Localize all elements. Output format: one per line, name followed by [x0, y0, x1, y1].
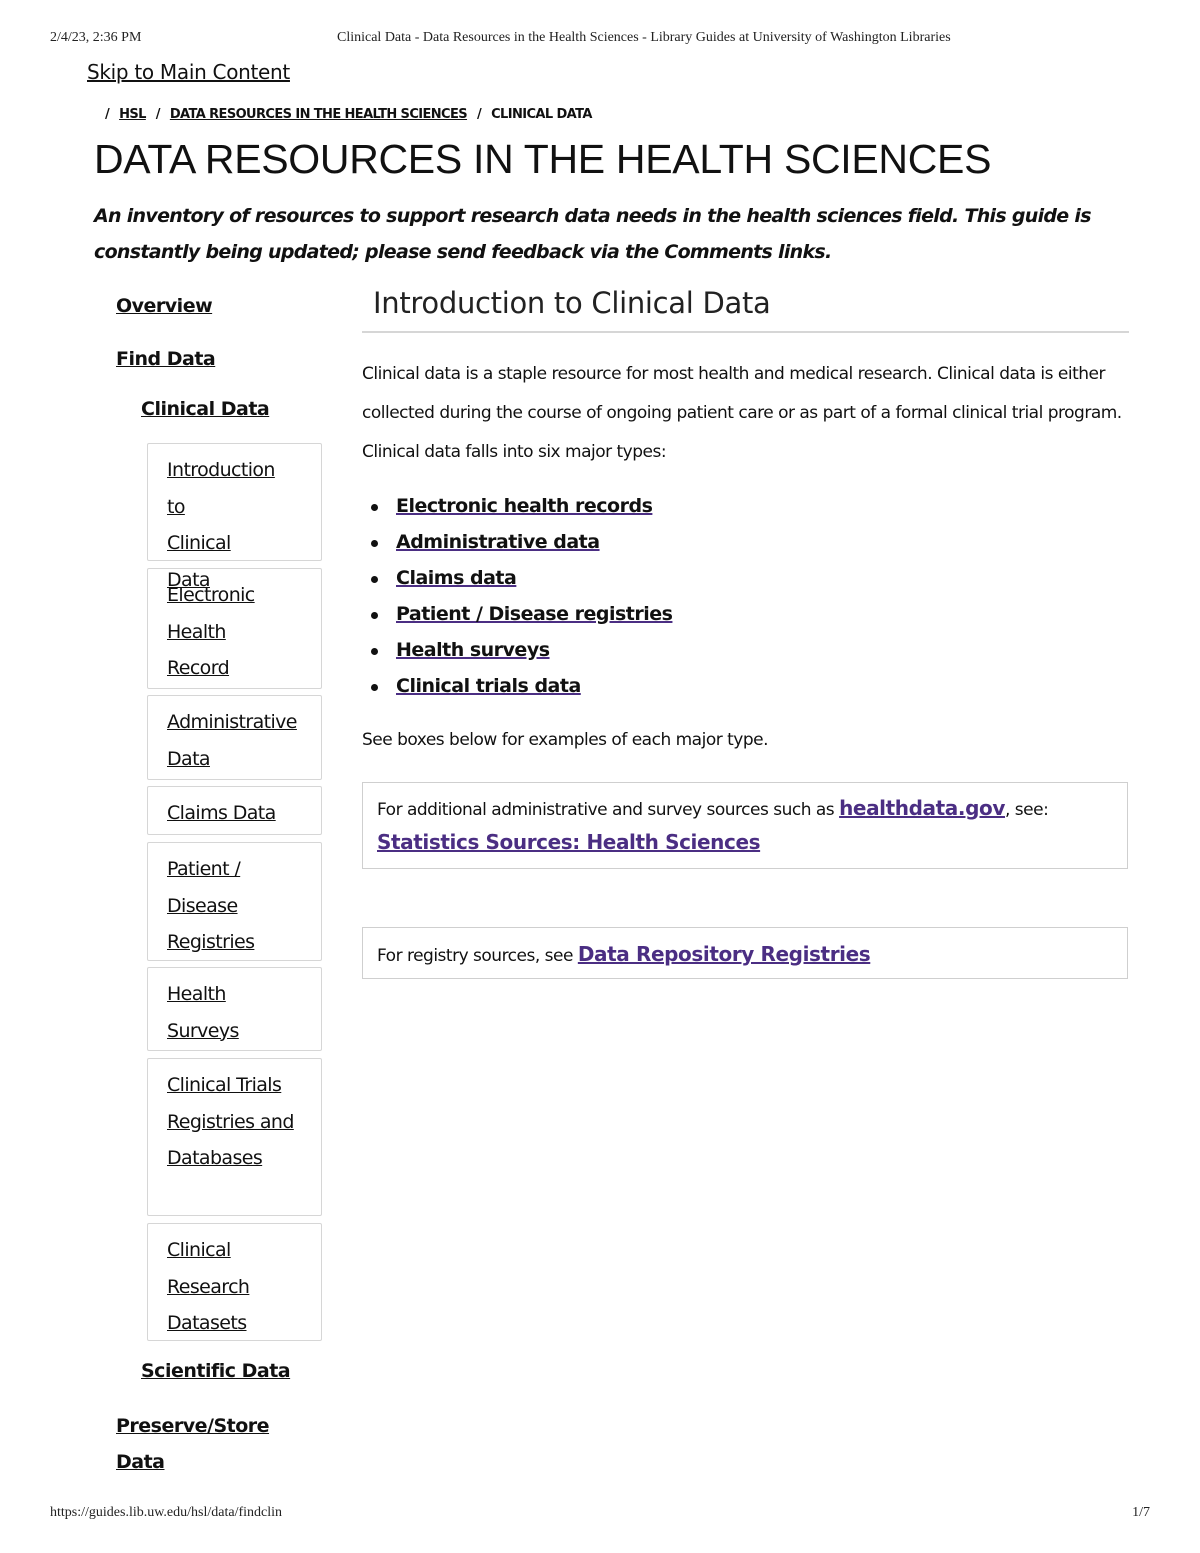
section-heading: Introduction to Clinical Data: [373, 286, 771, 320]
list-item: [362, 488, 672, 524]
list-item: [362, 524, 672, 560]
statistics-sources-link[interactable]: Statistics Sources: Health Sciences: [377, 830, 761, 854]
subnav-item-clinical-research-datasets[interactable]: Clinical Research Datasets: [167, 1239, 250, 1334]
print-page-number: 1/7: [1132, 1505, 1150, 1520]
intro-paragraph: Clinical data is a staple resource for most health and medical research. Clinical data is either collected during the course of ongoing patient care or as part of a formal clinical trial program. Clinical data falls into six major types:: [362, 364, 1122, 462]
subnav-item-electronic-health-record[interactable]: Electronic Health Record: [167, 584, 255, 679]
nav-preserve-store-data[interactable]: Preserve/Store Data: [116, 1415, 270, 1473]
link-electronic-health-records[interactable]: Electronic health records: [396, 495, 653, 517]
nav-find-data[interactable]: Find Data: [116, 348, 216, 370]
guide-title: DATA RESOURCES IN THE HEALTH SCIENCES: [94, 136, 992, 182]
breadcrumb-guide[interactable]: DATA RESOURCES IN THE HEALTH SCIENCES: [169, 107, 468, 122]
box1-suffix: , see:: [1005, 800, 1049, 820]
subnav-box-research-datasets: [147, 1223, 322, 1341]
registry-sources-box: [362, 927, 1128, 979]
subnav-item-patient-disease-registries[interactable]: Patient / Disease Registries: [167, 858, 255, 953]
link-health-surveys[interactable]: Health surveys: [396, 639, 550, 661]
subnav-box-trials: [147, 1058, 322, 1216]
list-item: [362, 668, 672, 704]
subnav-item-clinical-trials-registries[interactable]: Clinical Trials Registries and Databases: [167, 1074, 294, 1169]
nav-scientific-data[interactable]: Scientific Data: [141, 1360, 291, 1382]
print-footer: [50, 1505, 1150, 1525]
data-repository-registries-link[interactable]: Data Repository Registries: [577, 942, 871, 966]
print-doc-title: Clinical Data - Data Resources in the Health Sciences - Library Guides at University of Washington Libraries: [337, 30, 951, 45]
print-header: [50, 30, 1150, 50]
list-item: [362, 596, 672, 632]
registry-sources-text: [377, 941, 1127, 969]
subnav-box-registries: [147, 842, 322, 961]
subnav-item-health-surveys[interactable]: Health Surveys: [167, 983, 239, 1042]
print-date: 2/4/23, 2:36 PM: [50, 30, 142, 45]
subnav-item-claims-data[interactable]: Claims Data: [167, 802, 276, 824]
clinical-data-types-list: [362, 488, 672, 704]
box2-prefix: For registry sources, see: [377, 946, 578, 966]
list-item: [362, 632, 672, 668]
additional-sources-text: [377, 795, 1127, 855]
heading-divider: [362, 331, 1129, 333]
link-claims-data[interactable]: Claims data: [396, 567, 517, 589]
subnav-item-intro-clinical-data[interactable]: Introduction to Clinical Data: [167, 459, 275, 591]
breadcrumb-hsl[interactable]: HSL: [119, 107, 146, 122]
link-clinical-trials-data[interactable]: Clinical trials data: [396, 675, 581, 697]
additional-sources-box: [362, 782, 1128, 869]
subnav-box-admin: [147, 695, 322, 780]
subnav-box-surveys: [147, 967, 322, 1051]
breadcrumb-separator: /: [476, 107, 482, 122]
subnav-box-intro: [147, 443, 322, 591]
healthdata-gov-link[interactable]: healthdata.gov: [839, 796, 1005, 820]
list-item: [362, 560, 672, 596]
print-url: https://guides.lib.uw.edu/hsl/data/findclin: [50, 1505, 283, 1520]
link-administrative-data[interactable]: Administrative data: [396, 531, 600, 553]
breadcrumb: [99, 107, 592, 122]
skip-to-main-link[interactable]: Skip to Main Content: [87, 60, 290, 84]
breadcrumb-current: CLINICAL DATA: [491, 107, 592, 122]
subnav-box-ehr: [147, 568, 322, 689]
breadcrumb-separator: /: [155, 107, 160, 122]
guide-description: An inventory of resources to support research data needs in the health sciences field. This guide is constantly being updated; please send feedback via the Comments links.: [94, 205, 1091, 263]
link-patient-disease-registries[interactable]: Patient / Disease registries: [396, 603, 673, 625]
nav-clinical-data[interactable]: Clinical Data: [141, 398, 270, 420]
subnav-box-claims: [147, 786, 322, 835]
box1-prefix: For additional administrative and survey sources such as: [377, 800, 840, 820]
nav-overview[interactable]: Overview: [116, 295, 213, 317]
breadcrumb-separator: /: [105, 107, 110, 122]
see-boxes-note: See boxes below for examples of each major type.: [362, 730, 768, 750]
subnav-item-administrative-data[interactable]: Administrative Data: [167, 711, 297, 770]
